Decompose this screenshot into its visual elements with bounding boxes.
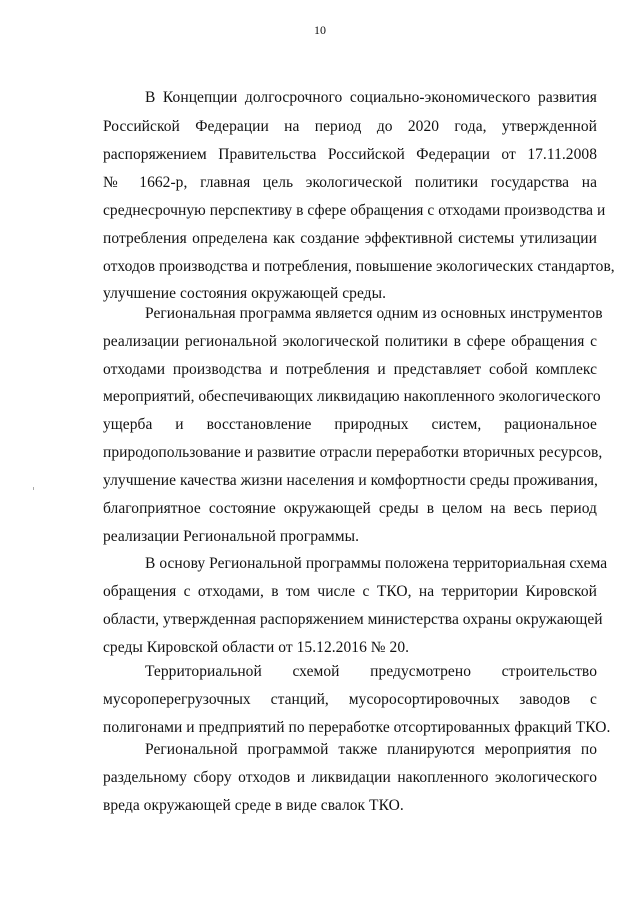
paragraph-1-line-7: отходов производства и потребления, повышение экологических стандартов, xyxy=(103,258,615,275)
paragraph-3-line-4: среды Кировской области от 15.12.2016 № 20. xyxy=(103,639,410,656)
paragraph-3-line-3: области, утвержденная распоряжением министерства охраны окружающей xyxy=(103,611,603,628)
paragraph-1-line-8: улучшение состояния окружающей среды. xyxy=(103,285,387,302)
paragraph-2-line-2: реализации региональной экологической политики в сфере обращения с xyxy=(103,333,597,350)
paragraph-3-line-2: обращения с отходами, в том числе с ТКО, на территории Кировской xyxy=(103,583,597,600)
paragraph-2-line-9: реализации Региональной программы. xyxy=(103,528,360,545)
paragraph-4-line-3: полигонами и предприятий по переработке отсортированных фракций ТКО. xyxy=(103,719,611,736)
paragraph-1-line-1: В Концепции долгосрочного социально-экономического развития xyxy=(145,89,597,106)
paragraph-2-line-4: мероприятий, обеспечивающих ликвидацию накопленного экологического xyxy=(103,388,601,405)
paragraph-4-line-2: мусороперегрузочных станций, мусоросортировочных заводов с xyxy=(103,691,597,708)
paragraph-5-line-1: Региональной программой также планируются мероприятия по xyxy=(145,741,597,758)
paragraph-1-line-3: распоряжением Правительства Российской Федерации от 17.11.2008 xyxy=(103,146,597,163)
page-number: 10 xyxy=(314,23,326,37)
paragraph-1-line-4: № 1662-р, главная цель экологической политики государства на xyxy=(103,174,597,191)
scan-speck xyxy=(33,487,34,490)
paragraph-3-line-1: В основу Региональной программы положена территориальная схема xyxy=(145,555,608,572)
paragraph-1-line-6: потребления определена как создание эффективной системы утилизации xyxy=(103,230,597,247)
paragraph-2-line-8: благоприятное состояние окружающей среды в целом на весь период xyxy=(103,500,597,517)
paragraph-2-line-1: Региональная программа является одним из основных инструментов xyxy=(145,305,603,322)
paragraph-2-line-3: отходами производства и потребления и представляет собой комплекс xyxy=(103,361,597,378)
paragraph-4-line-1: Территориальной схемой предусмотрено строительство xyxy=(145,663,597,680)
paragraph-5-line-3: вреда окружающей среде в виде свалок ТКО. xyxy=(103,797,404,814)
paragraph-2-line-5: ущерба и восстановление природных систем, рациональное xyxy=(103,416,597,433)
paragraph-1-line-2: Российской Федерации на период до 2020 года, утвержденной xyxy=(103,118,597,135)
paragraph-2-line-6: природопользование и развитие отрасли переработки вторичных ресурсов, xyxy=(103,444,603,461)
paragraph-1-line-5: среднесрочную перспективу в сфере обращения с отходами производства и xyxy=(103,202,606,219)
paragraph-5-line-2: раздельному сбору отходов и ликвидации накопленного экологического xyxy=(103,769,597,786)
paragraph-2-line-7: улучшение качества жизни населения и комфортности среды проживания, xyxy=(103,472,598,489)
